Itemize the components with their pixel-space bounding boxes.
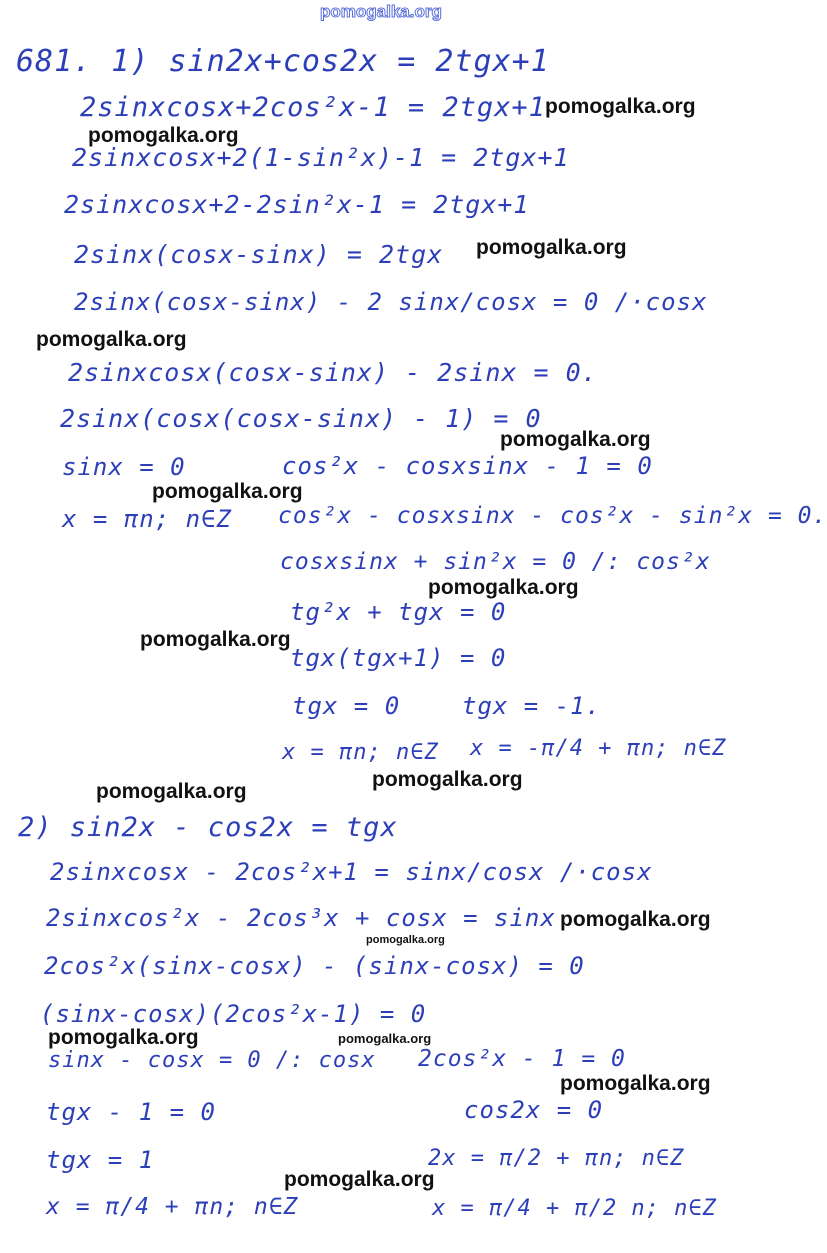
p1-line6: 2sinx(cosx-sinx) - 2 sinx/cosx = 0 /·cosx [74, 288, 708, 316]
watermark: pomogalka.org [140, 628, 291, 651]
p2-right1: 2cos²x - 1 = 0 [418, 1046, 626, 1072]
p2-left4: x = π/4 + πn; n∈Z [46, 1194, 299, 1220]
p2-right4: x = π/4 + π/2 n; n∈Z [432, 1196, 717, 1221]
watermark: pomogalka.org [372, 768, 523, 791]
p1-line8: 2sinx(cosx(cosx-sinx) - 1) = 0 [60, 404, 542, 433]
p1-right7b: x = -π/4 + πn; n∈Z [470, 736, 727, 761]
watermark: pomogalka.org [500, 428, 651, 451]
p1-right6b: tgx = -1. [462, 692, 602, 720]
watermark: pomogalka.org [560, 908, 711, 931]
p1-line3: 2sinxcosx+2(1-sin²x)-1 = 2tgx+1 [72, 143, 570, 172]
p1-left1: sinx = 0 [62, 453, 186, 481]
p2-right2: cos2x = 0 [464, 1096, 604, 1124]
watermark: pomogalka.org [476, 236, 627, 259]
p1-line7: 2sinxcosx(cosx-sinx) - 2sinx = 0. [68, 358, 598, 387]
watermark: pomogalka.org [48, 1026, 199, 1049]
p1-right6a: tgx = 0 [292, 692, 401, 720]
p2-line1: 2) sin2x - cos2x = tgx [18, 812, 398, 843]
p1-left2: x = πn; n∈Z [62, 505, 232, 533]
p2-left3: tgx = 1 [46, 1146, 155, 1174]
p1-line5: 2sinx(cosx-sinx) = 2tgx [74, 240, 444, 269]
p1-line1: 681. 1) sin2x+cos2x = 2tgx+1 [16, 44, 550, 79]
watermark: pomogalka.org [96, 780, 247, 803]
p2-left2: tgx - 1 = 0 [46, 1098, 216, 1126]
watermark: pomogalka.org [88, 124, 239, 147]
watermark: pomogalka.org [366, 934, 445, 946]
watermark: pomogalka.org [284, 1168, 435, 1191]
watermark: pomogalka.org [560, 1072, 711, 1095]
p2-line4: 2cos²x(sinx-cosx) - (sinx-cosx) = 0 [44, 952, 585, 980]
watermark: pomogalka.org [152, 480, 303, 503]
top-watermark: pomogalka.org [320, 2, 442, 21]
watermark: pomogalka.org [338, 1031, 432, 1046]
p2-right3: 2x = π/2 + πn; n∈Z [428, 1146, 685, 1171]
p1-right4: tg²x + tgx = 0 [290, 598, 507, 626]
p2-line3: 2sinxcos²x - 2cos³x + cosx = sinx [46, 904, 556, 932]
p2-left1: sinx - cosx = 0 /: cosx [48, 1048, 376, 1073]
p2-line5: (sinx-cosx)(2cos²x-1) = 0 [40, 1000, 427, 1028]
p2-line2: 2sinxcosx - 2cos²x+1 = sinx/cosx /·cosx [50, 858, 653, 886]
p1-right3: cosxsinx + sin²x = 0 /: cos²x [280, 549, 711, 575]
watermark: pomogalka.org [545, 95, 696, 118]
p1-right5: tgx(tgx+1) = 0 [290, 644, 507, 672]
p1-right7a: x = πn; n∈Z [282, 740, 439, 765]
p1-right1: cos²x - cosxsinx - 1 = 0 [282, 452, 653, 480]
p1-right2: cos²x - cosxsinx - cos²x - sin²x = 0. [278, 503, 827, 529]
p1-line2: 2sinxcosx+2cos²x-1 = 2tgx+1 [80, 92, 546, 123]
p1-line4: 2sinxcosx+2-2sin²x-1 = 2tgx+1 [64, 190, 530, 219]
watermark: pomogalka.org [36, 328, 187, 351]
watermark: pomogalka.org [428, 576, 579, 599]
